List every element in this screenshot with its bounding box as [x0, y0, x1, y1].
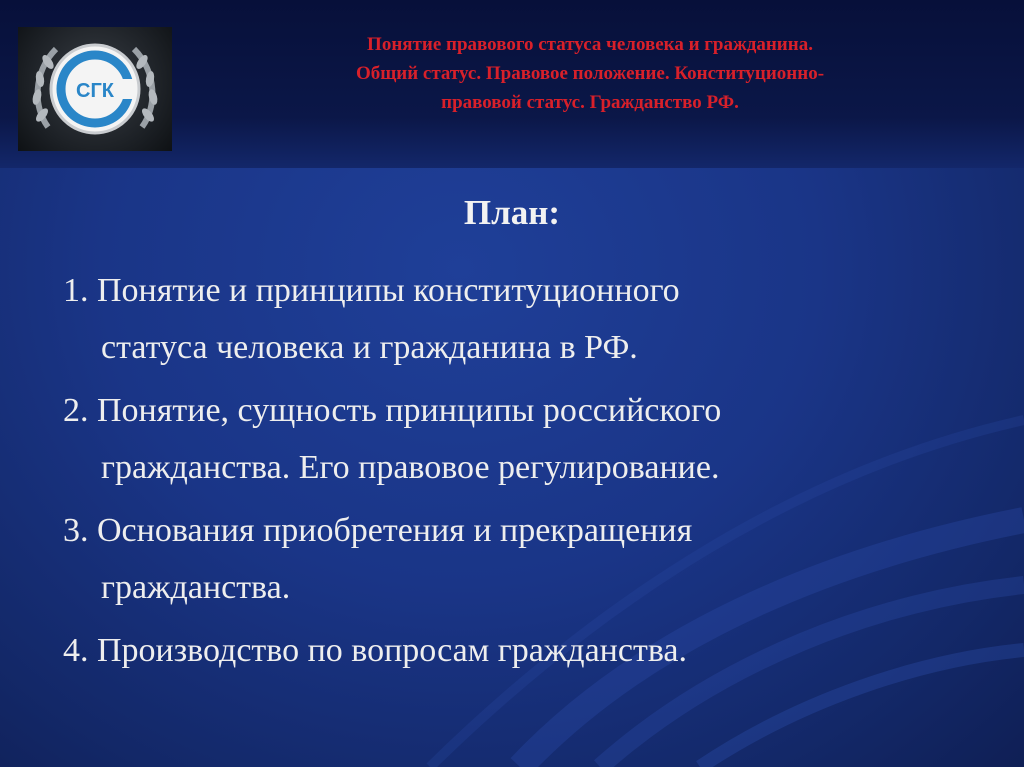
plan-item-line: гражданства. Его правовое регулирование. — [101, 449, 720, 486]
slide-title — [210, 30, 970, 117]
plan-item-line: 3. Основания приобретения и прекращения — [63, 512, 693, 549]
title-line: Общий статус. Правовое положение. Конституционно- — [355, 63, 825, 84]
plan-list — [63, 262, 993, 685]
svg-text:СГК: СГК — [76, 80, 114, 102]
plan-item-line: статуса человека и гражданина в РФ. — [101, 329, 638, 366]
plan-item-line: гражданства. — [101, 569, 291, 606]
plan-heading: План: — [463, 193, 561, 232]
title-line: правовой статус. Гражданство РФ. — [441, 92, 739, 113]
title-line: Понятие правового статуса человека и гражданина. — [367, 34, 813, 55]
plan-item-line: 2. Понятие, сущность принципы российского — [63, 392, 722, 429]
college-emblem-icon — [18, 27, 172, 151]
plan-item — [63, 382, 993, 496]
plan-item — [63, 262, 993, 376]
plan-item — [63, 622, 993, 679]
plan-item-line: 1. Понятие и принципы конституционного — [63, 272, 680, 309]
plan-item-line: 4. Производство по вопросам гражданства. — [63, 632, 688, 669]
plan-item — [63, 502, 993, 616]
